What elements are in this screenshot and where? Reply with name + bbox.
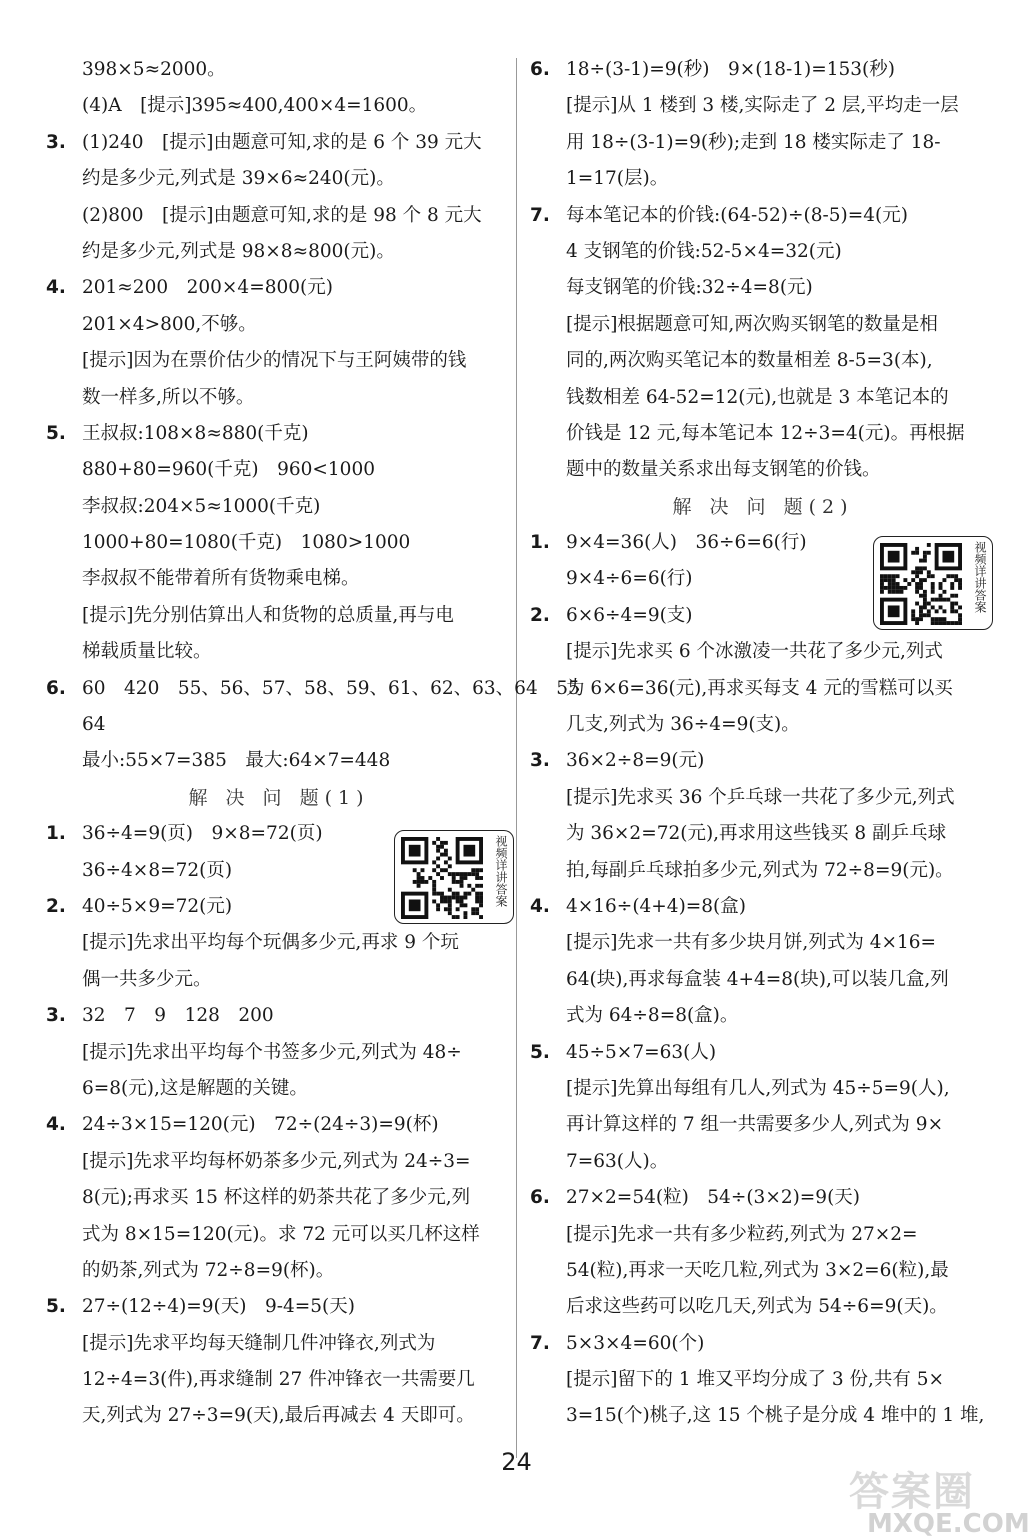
line-text: 天,列式为 27÷3=9(天),最后再减去 4 天即可。 bbox=[82, 1405, 475, 1427]
question-number: 4. bbox=[46, 277, 66, 299]
line-text: 后求这些药可以吃几天,列式为 54÷6=9(天)。 bbox=[566, 1296, 948, 1318]
answer-line bbox=[530, 1398, 996, 1434]
question-number: 7. bbox=[530, 204, 550, 226]
question-number: 6. bbox=[530, 1187, 550, 1209]
line-text: 每本笔记本的价钱:(64-52)÷(8-5)=4(元) bbox=[566, 204, 908, 226]
answer-line bbox=[530, 1217, 996, 1253]
qr-code-icon bbox=[401, 837, 483, 919]
answer-line bbox=[530, 816, 996, 852]
answer-line bbox=[530, 1326, 996, 1362]
question-number: 2. bbox=[46, 895, 66, 917]
answer-line bbox=[530, 925, 996, 961]
line-text: 式为 8×15=120(元)。求 72 元可以买几杯这样 bbox=[82, 1223, 480, 1245]
answer-line bbox=[46, 1035, 512, 1071]
qr-code-label: 视频详讲答案 bbox=[494, 835, 508, 907]
line-text: [提示]先求出平均每个玩偶多少元,再求 9 个玩 bbox=[82, 932, 459, 954]
line-text: 解 决 问 题(2) bbox=[672, 495, 854, 518]
line-text: [提示]先求平均每杯奶茶多少元,列式为 24÷3= bbox=[82, 1150, 471, 1172]
answer-line bbox=[46, 125, 512, 161]
line-text: 价钱是 12 元,每本笔记本 12÷3=4(元)。再根据 bbox=[566, 422, 965, 444]
answer-line bbox=[46, 1253, 512, 1289]
line-text: [提示]先求买 36 个乒乓球一共花了多少元,列式 bbox=[566, 786, 955, 808]
line-text: 880+80=960(千克) 960<1000 bbox=[82, 459, 375, 481]
answer-line bbox=[46, 489, 512, 525]
right-column bbox=[530, 52, 996, 1435]
line-text: 钱数相差 64-52=12(元),也就是 3 本笔记本的 bbox=[566, 386, 949, 408]
answer-line bbox=[46, 671, 580, 707]
answer-line bbox=[530, 1180, 996, 1216]
answer-line bbox=[530, 1035, 996, 1071]
answer-line bbox=[530, 780, 996, 816]
answer-line bbox=[46, 380, 512, 416]
line-text: 1000+80=1080(千克) 1080>1000 bbox=[82, 532, 411, 554]
line-text: 64(块),再求每盒装 4+4=8(块),可以装几盒,列 bbox=[566, 968, 949, 990]
answer-line bbox=[46, 1071, 512, 1107]
line-text: (1)240 [提示]由题意可知,求的是 6 个 39 元大 bbox=[82, 131, 482, 153]
answer-line bbox=[530, 889, 996, 925]
line-text: [提示]先分别估算出人和货物的总质量,再与电 bbox=[82, 604, 454, 626]
question-number: 4. bbox=[530, 895, 550, 917]
watermark-logo bbox=[849, 1460, 1030, 1539]
line-text: 用 18÷(3-1)=9(秒);走到 18 楼实际走了 18- bbox=[566, 131, 941, 153]
line-text: 18÷(3-1)=9(秒) 9×(18-1)=153(秒) bbox=[566, 59, 895, 80]
answer-line bbox=[530, 743, 996, 779]
answer-line bbox=[530, 671, 996, 707]
line-text: 约是多少元,列式是 98×8≈800(元)。 bbox=[82, 240, 395, 262]
answer-line bbox=[530, 125, 996, 161]
line-text: 4 支钢笔的价钱:52-5×4=32(元) bbox=[566, 240, 842, 262]
answer-line bbox=[530, 1289, 996, 1325]
line-text: 5×3×4=60(个) bbox=[566, 1332, 705, 1354]
line-text: 再计算这样的 7 组一共需要多少人,列式为 9× bbox=[566, 1114, 944, 1136]
line-text: 9×4=36(人) 36÷6=6(行) bbox=[566, 532, 807, 554]
answer-line bbox=[46, 1107, 512, 1143]
watermark-chinese: 答案圈 bbox=[849, 1469, 975, 1515]
line-text: 王叔叔:108×8≈880(千克) bbox=[82, 422, 309, 444]
line-text: [提示]先求出平均每个书签多少元,列式为 48÷ bbox=[82, 1041, 462, 1063]
answer-line bbox=[46, 1362, 512, 1398]
answer-line bbox=[530, 307, 996, 343]
answer-line bbox=[530, 52, 996, 88]
line-text: 36÷4×8=72(页) bbox=[82, 859, 233, 881]
line-text: 27×2=54(粒) 54÷(3×2)=9(天) bbox=[566, 1187, 861, 1209]
question-number: 3. bbox=[46, 1005, 66, 1027]
answer-line bbox=[530, 198, 996, 234]
qr-code-video-explanation[interactable] bbox=[873, 536, 993, 630]
answer-line bbox=[46, 598, 512, 634]
answer-line bbox=[46, 707, 512, 743]
answer-line bbox=[46, 925, 512, 961]
column-divider bbox=[516, 58, 517, 1458]
line-text: 36÷4=9(页) 9×8=72(页) bbox=[82, 823, 323, 845]
line-text: 解 决 问 题(1) bbox=[188, 786, 370, 809]
question-number: 1. bbox=[46, 823, 66, 845]
answer-line bbox=[530, 234, 996, 270]
question-number: 1. bbox=[530, 532, 550, 554]
answer-line bbox=[46, 270, 512, 306]
line-text: 9×4÷6=6(行) bbox=[566, 568, 693, 590]
answer-line bbox=[530, 634, 996, 670]
answer-line bbox=[46, 743, 512, 779]
line-text: 6=8(元),这是解题的关键。 bbox=[82, 1077, 308, 1099]
answer-line bbox=[46, 561, 512, 597]
section-heading bbox=[46, 780, 512, 816]
question-number: 3. bbox=[46, 131, 66, 153]
question-number: 5. bbox=[46, 1296, 66, 1318]
line-text: 6×6÷4=9(支) bbox=[566, 604, 693, 626]
line-text: 梯载质量比较。 bbox=[82, 641, 212, 663]
question-number: 5. bbox=[530, 1041, 550, 1063]
line-text: [提示]从 1 楼到 3 楼,实际走了 2 层,平均走一层 bbox=[566, 95, 959, 117]
line-text: 8(元);再求买 15 杯这样的奶茶共花了多少元,列 bbox=[82, 1187, 471, 1209]
line-text: 偶一共多少元。 bbox=[82, 968, 212, 990]
question-number: 2. bbox=[530, 604, 550, 626]
question-number: 5. bbox=[46, 422, 66, 444]
line-text: 36×2÷8=9(元) bbox=[566, 750, 705, 772]
answer-line bbox=[46, 307, 512, 343]
line-text: 32 7 9 128 200 bbox=[82, 1005, 274, 1027]
line-text: 1=17(层)。 bbox=[566, 168, 669, 190]
answer-line bbox=[46, 525, 512, 561]
line-text: 每支钢笔的价钱:32÷4=8(元) bbox=[566, 277, 813, 299]
line-text: 3=15(个)桃子,这 15 个桃子是分成 4 堆中的 1 堆, bbox=[566, 1405, 985, 1427]
answer-line bbox=[530, 343, 996, 379]
answer-line bbox=[46, 198, 512, 234]
answer-line bbox=[530, 380, 996, 416]
answer-line bbox=[530, 270, 996, 306]
line-text: 398×5≈2000。 bbox=[82, 59, 226, 80]
line-text: 40÷5×9=72(元) bbox=[82, 895, 233, 917]
line-text: (2)800 [提示]由题意可知,求的是 98 个 8 元大 bbox=[82, 204, 482, 226]
answer-line bbox=[46, 1289, 512, 1325]
line-text: 为 6×6=36(元),再求买每支 4 元的雪糕可以买 bbox=[566, 677, 953, 699]
answer-line bbox=[530, 452, 996, 488]
line-text: 64 bbox=[82, 714, 106, 736]
answer-line bbox=[46, 234, 512, 270]
line-text: [提示]留下的 1 堆又平均分成了 3 份,共有 5× bbox=[566, 1369, 945, 1391]
line-text: 几支,列式为 36÷4=9(支)。 bbox=[566, 714, 800, 736]
answer-line bbox=[530, 962, 996, 998]
line-text: [提示]先算出每组有几人,列式为 45÷5=9(人), bbox=[566, 1077, 950, 1099]
line-text: 同的,两次购买笔记本的数量相差 8-5=3(本), bbox=[566, 350, 933, 372]
qr-code-label: 视频详讲答案 bbox=[973, 541, 987, 613]
answer-line bbox=[530, 416, 996, 452]
answer-line bbox=[530, 1144, 996, 1180]
answer-line bbox=[46, 962, 512, 998]
line-text: 7=63(人)。 bbox=[566, 1150, 669, 1172]
line-text: 24÷3×15=120(元) 72÷(24÷3)=9(杯) bbox=[82, 1114, 439, 1136]
line-text: 12÷4=3(件),再求缝制 27 件冲锋衣一共需要几 bbox=[82, 1369, 475, 1391]
line-text: [提示]因为在票价估少的情况下与王阿姨带的钱 bbox=[82, 350, 467, 372]
qr-code-icon bbox=[880, 543, 962, 625]
question-number: 6. bbox=[530, 59, 550, 80]
line-text: 拍,每副乒乓球拍多少元,列式为 72÷8=9(元)。 bbox=[566, 859, 954, 881]
line-text: 李叔叔不能带着所有货物乘电梯。 bbox=[82, 568, 360, 590]
line-text: 201≈200 200×4=800(元) bbox=[82, 277, 333, 299]
answer-line bbox=[530, 161, 996, 197]
line-text: 数一样多,所以不够。 bbox=[82, 386, 255, 408]
answer-line bbox=[530, 707, 996, 743]
answer-line bbox=[530, 1362, 996, 1398]
line-text: 最小:55×7=385 最大:64×7=448 bbox=[82, 750, 391, 772]
line-text: 为 36×2=72(元),再求用这些钱买 8 副乒乓球 bbox=[566, 823, 947, 845]
question-number: 4. bbox=[46, 1114, 66, 1136]
answer-line bbox=[530, 1071, 996, 1107]
line-text: [提示]先求一共有多少粒药,列式为 27×2= bbox=[566, 1223, 918, 1245]
question-number: 7. bbox=[530, 1332, 550, 1354]
answer-line bbox=[46, 343, 512, 379]
line-text: 李叔叔:204×5≈1000(千克) bbox=[82, 495, 321, 517]
answer-line bbox=[530, 853, 996, 889]
line-text: (4)A [提示]395≈400,400×4=1600。 bbox=[82, 95, 428, 117]
answer-line bbox=[46, 998, 512, 1034]
line-text: 54(粒),再求一天吃几粒,列式为 3×2=6(粒),最 bbox=[566, 1259, 949, 1281]
answer-line bbox=[530, 1253, 996, 1289]
answer-line bbox=[46, 52, 512, 88]
answer-line bbox=[530, 88, 996, 124]
answer-line bbox=[46, 634, 512, 670]
watermark-latin: MXQE.COM bbox=[867, 1509, 1030, 1539]
line-text: 4×16÷(4+4)=8(盒) bbox=[566, 895, 746, 917]
line-text: 题中的数量关系求出每支钢笔的价钱。 bbox=[566, 459, 881, 481]
left-column bbox=[46, 52, 580, 1435]
section-heading bbox=[530, 489, 996, 525]
question-number: 6. bbox=[46, 677, 66, 699]
answer-line bbox=[46, 416, 512, 452]
answer-line bbox=[46, 1180, 512, 1216]
answer-line bbox=[530, 1107, 996, 1143]
answer-line bbox=[46, 452, 512, 488]
line-text: [提示]先求平均每天缝制几件冲锋衣,列式为 bbox=[82, 1332, 436, 1354]
qr-code-video-explanation[interactable] bbox=[394, 830, 514, 924]
line-text: 27÷(12÷4)=9(天) 9-4=5(天) bbox=[82, 1296, 355, 1318]
answer-line bbox=[46, 1144, 512, 1180]
line-text: 60 420 55、56、57、58、59、61、62、63、64 55 bbox=[82, 677, 580, 699]
answer-line bbox=[46, 88, 512, 124]
line-text: [提示]先求买 6 个冰激凌一共花了多少元,列式 bbox=[566, 641, 943, 663]
answer-line bbox=[46, 1326, 512, 1362]
page-number: 24 bbox=[501, 1448, 532, 1476]
answer-line bbox=[46, 1217, 512, 1253]
answer-line bbox=[46, 1398, 512, 1434]
line-text: 201×4>800,不够。 bbox=[82, 313, 257, 335]
line-text: [提示]先求一共有多少块月饼,列式为 4×16= bbox=[566, 932, 937, 954]
line-text: 式为 64÷8=8(盒)。 bbox=[566, 1005, 739, 1027]
line-text: 约是多少元,列式是 39×6≈240(元)。 bbox=[82, 168, 395, 190]
line-text: 45÷5×7=63(人) bbox=[566, 1041, 717, 1063]
line-text: [提示]根据题意可知,两次购买钢笔的数量是相 bbox=[566, 313, 938, 335]
question-number: 3. bbox=[530, 750, 550, 772]
line-text: 的奶茶,列式为 72÷8=9(杯)。 bbox=[82, 1259, 335, 1281]
answer-line bbox=[46, 161, 512, 197]
answer-line bbox=[530, 998, 996, 1034]
